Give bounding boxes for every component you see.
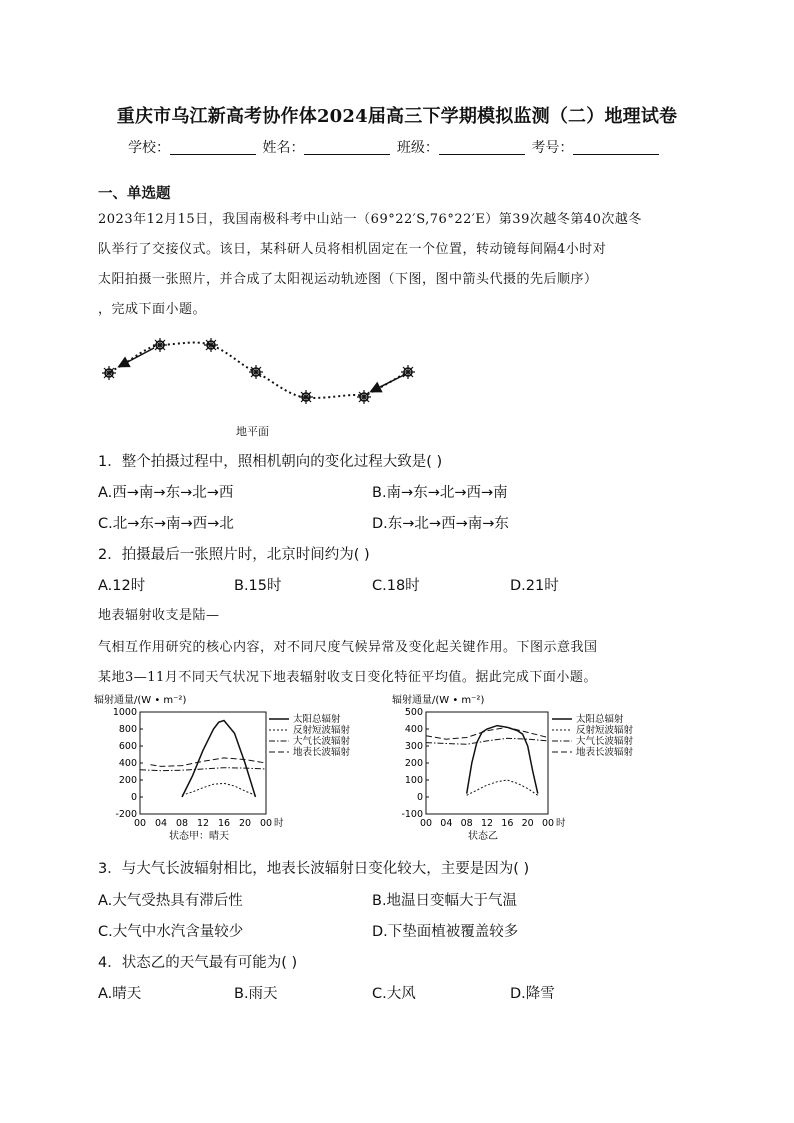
sun-icon — [357, 390, 371, 404]
q1-option-a[interactable]: A.西→南→东→北→西 — [98, 485, 234, 501]
chart-b-title: 状态乙 — [468, 831, 498, 842]
legend-label: 地表长波辐射 — [576, 747, 634, 758]
sun-icon — [204, 338, 218, 352]
legend-label: 太阳总辐射 — [293, 714, 341, 725]
y-tick-label: 200 — [118, 775, 137, 786]
class-label: 班级： — [396, 140, 439, 156]
y-tick-label: 500 — [404, 707, 423, 718]
q4-option-a[interactable]: A.晴天 — [98, 986, 142, 1002]
q4-option-b[interactable]: B.雨天 — [234, 986, 278, 1002]
school-field — [128, 137, 661, 157]
y-tick-label: 600 — [118, 741, 137, 752]
y-tick-label: 400 — [404, 724, 423, 735]
q2-option-d[interactable]: D.21时 — [510, 578, 559, 594]
q1-option-b[interactable]: B.南→东→北→西→南 — [372, 485, 508, 501]
x-tick-label: 16 — [217, 818, 231, 829]
x-tick-label: 20 — [238, 818, 252, 829]
arrow-right — [372, 375, 404, 391]
chart-b-y-ticks — [401, 707, 429, 820]
chart-a-frame — [140, 712, 266, 814]
id-blank[interactable] — [573, 140, 659, 155]
passage1-line-4: ，完成下面小题。 — [98, 302, 207, 317]
x-tick-label: 20 — [521, 818, 534, 829]
legend-label: 太阳总辐射 — [576, 714, 624, 725]
chart-a-title: 状态甲：晴天 — [169, 831, 229, 842]
y-tick-label: -100 — [401, 809, 423, 820]
q4-option-d[interactable]: D.降雪 — [510, 986, 555, 1002]
name-blank[interactable] — [304, 140, 390, 155]
series-line-4 — [151, 758, 267, 767]
x-tick-label: 00 — [259, 818, 273, 829]
y-tick-label: 400 — [118, 758, 137, 769]
q2-option-b[interactable]: B.15时 — [234, 578, 282, 594]
x-tick-label: 08 — [460, 818, 473, 829]
legend-label: 大气长波辐射 — [576, 736, 634, 747]
sun-icon — [401, 365, 415, 379]
passage2-line-2: 气相互作用研究的核心内容，对不同尺度气候异常及变化起关键作用。下图示意我国 — [98, 640, 598, 655]
legend-label: 反射短波辐射 — [576, 725, 634, 736]
x-tick-label: 12 — [480, 818, 494, 829]
q3-stem: 3．与大气长波辐射相比，地表长波辐射日变化较大，主要是因为( ) — [98, 861, 530, 877]
legend-label: 地表长波辐射 — [293, 747, 351, 758]
series-line-1 — [467, 726, 538, 794]
q3-option-b[interactable]: B.地温日变幅大于气温 — [372, 893, 518, 909]
sun-icon — [249, 365, 263, 379]
q4-option-c[interactable]: C.大风 — [372, 986, 416, 1002]
school-label: 学校： — [128, 140, 170, 156]
class-blank[interactable] — [439, 140, 525, 155]
y-tick-label: 800 — [118, 724, 137, 735]
passage1-line-1: 2023年12月15日，我国南极科考中山站一（69°22′S,76°22′E）第39次越冬第40次越冬 — [98, 212, 642, 227]
page-title: 重庆市乌江新高考协作体2024届高三下学期模拟监测（二）地理试卷 — [116, 106, 678, 127]
sun-path-figure — [96, 328, 426, 438]
legend-label: 反射短波辐射 — [293, 725, 351, 736]
id-label: 考号： — [531, 140, 574, 156]
q2-option-c[interactable]: C.18时 — [372, 578, 420, 594]
passage1-line-3: 太阳拍摄一张照片，并合成了太阳视运动轨迹图（下图，图中箭头代摄的先后顺序） — [98, 272, 598, 287]
x-tick-label: 12 — [196, 818, 210, 829]
series-line-2 — [467, 780, 538, 795]
q2-stem: 2．拍摄最后一张照片时，北京时间约为( ) — [98, 547, 370, 563]
horizon-label: 地平面 — [236, 425, 269, 438]
chart-a-legend — [269, 713, 351, 758]
x-tick-label: 04 — [154, 818, 168, 829]
chart-a-y-ticks — [113, 707, 143, 820]
y-tick-label: 100 — [404, 775, 423, 786]
passage2-line-1: 地表辐射收支是陆— — [98, 608, 220, 623]
y-tick-label: 300 — [404, 741, 423, 752]
chart-b-frame — [426, 712, 548, 814]
x-axis-unit: 时 — [274, 818, 284, 829]
chart-b-legend — [552, 713, 634, 758]
q3-option-c[interactable]: C.大气中水汽含量较少 — [98, 924, 244, 940]
chart-state-b — [390, 692, 690, 844]
series-line-2 — [182, 783, 256, 795]
x-tick-label: 16 — [501, 818, 514, 829]
q3-option-d[interactable]: D.下垫面植被覆盖较多 — [372, 924, 519, 940]
name-label: 姓名： — [262, 140, 305, 156]
q1-stem: 1．整个拍摄过程中，照相机朝向的变化过程大致是( ) — [98, 454, 443, 470]
x-tick-label: 08 — [175, 818, 189, 829]
q1-option-d[interactable]: D.东→北→西→南→东 — [372, 516, 509, 532]
x-tick-label: 00 — [541, 818, 555, 829]
q4-stem: 4．状态乙的天气最有可能为( ) — [98, 955, 298, 971]
school-blank[interactable] — [170, 140, 256, 155]
section-title: 一、单选题 — [98, 186, 171, 202]
q3-option-a[interactable]: A.大气受热具有滞后性 — [98, 893, 243, 909]
arrow-left — [120, 348, 154, 366]
y-tick-label: -200 — [115, 809, 137, 820]
y-tick-label: 0 — [416, 792, 423, 803]
chart-a-ylabel: 辐射通量/(W • m⁻²) — [94, 695, 187, 706]
chart-state-a — [92, 692, 382, 844]
y-tick-label: 1000 — [112, 707, 137, 718]
passage1-line-2: 队举行了交接仪式。该日，某科研人员将相机固定在一个位置，转动镜每间隔4小时对 — [98, 242, 607, 257]
sun-icon — [153, 338, 167, 352]
x-tick-label: 00 — [133, 818, 147, 829]
y-tick-label: 200 — [404, 758, 423, 769]
series-line-1 — [182, 721, 256, 798]
sun-icon — [299, 390, 313, 404]
q2-option-a[interactable]: A.12时 — [98, 578, 146, 594]
legend-label: 大气长波辐射 — [293, 736, 351, 747]
x-tick-label: 04 — [440, 818, 453, 829]
chart-a-x-ticks — [134, 817, 284, 829]
chart-b-ylabel: 辐射通量/(W • m⁻²) — [392, 695, 485, 706]
x-tick-label: 00 — [419, 818, 433, 829]
sun-icon — [102, 366, 116, 380]
q1-option-c[interactable]: C.北→东→南→西→北 — [98, 516, 234, 532]
x-axis-unit: 时 — [556, 818, 566, 829]
y-tick-label: 0 — [130, 792, 137, 803]
chart-b-x-ticks — [420, 817, 566, 829]
passage2-line-3: 某地3—11月不同天气状况下地表辐射收支日变化特征平均值。据此完成下面小题。 — [98, 670, 597, 685]
